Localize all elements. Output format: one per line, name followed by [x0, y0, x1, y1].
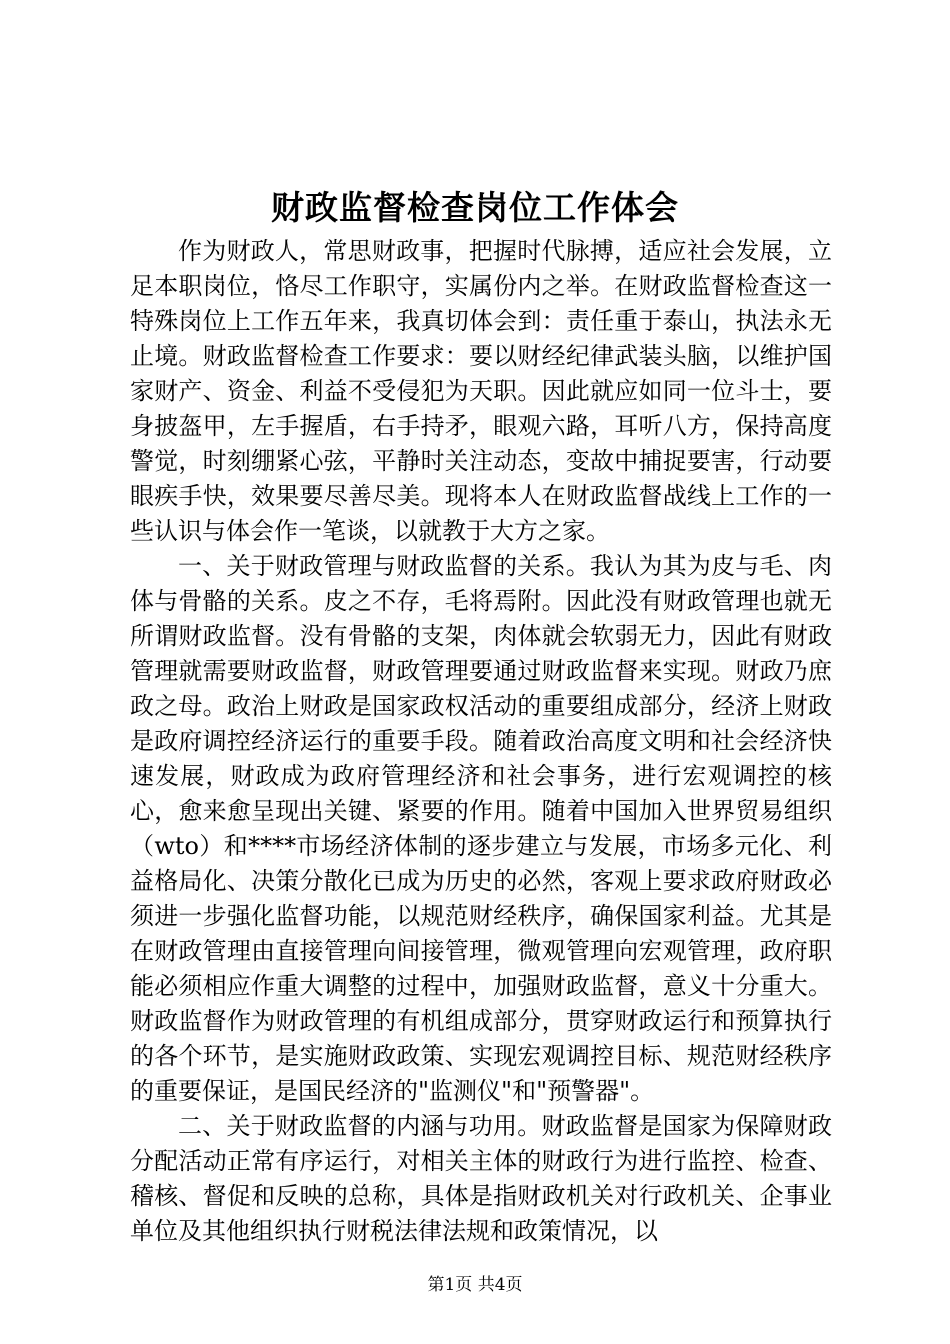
paragraph-intro: 作为财政人，常思财政事，把握时代脉搏，适应社会发展，立足本职岗位，恪尽工作职守，实属份内之举。在财政监督检查这一特殊岗位上工作五年来，我真切体会到：责任重于泰山，执法永无止境。财政监督检查工作要求：要以财经纪律武装头脑，以维护国家财产、资金、利益不受侵犯为天职。因此就应如同一位斗士，要身披盔甲，左手握盾，右手持矛，眼观六路，耳听八方，保持高度警觉，时刻绷紧心弦，平静时关注动态，变故中捕捉要害，行动要眼疾手快，效果要尽善尽美。现将本人在财政监督战线上工作的一些认识与体会作一笔谈，以就教于大方之家。	[130, 237, 832, 545]
paragraph-section-2: 二、关于财政监督的内涵与功用。财政监督是国家为保障财政分配活动正常有序运行，对相关主体的财政行为进行监控、检查、稽核、督促和反映的总称，具体是指财政机关对行政机关、企事业单位及其他组织执行财税法律法规和政策情况，以	[130, 1112, 832, 1245]
document-body	[130, 234, 832, 1249]
page-number-footer: 第1页 共4页	[427, 1275, 523, 1295]
paragraph-section-1: 一、关于财政管理与财政监督的关系。我认为其为皮与毛、肉体与骨骼的关系。皮之不存，毛将焉附。因此没有财政管理也就无所谓财政监督。没有骨骼的支架，肉体就会软弱无力，因此有财政管理就需要财政监督，财政管理要通过财政监督来实现。财政乃庶政之母。政治上财政是国家政权活动的重要组成部分，经济上财政是政府调控经济运行的重要手段。随着政治高度文明和社会经济快速发展，财政成为政府管理经济和社会事务，进行宏观调控的核心，愈来愈呈现出关键、紧要的作用。随着中国加入世界贸易组织（wto）和****市场经济体制的逐步建立与发展，市场多元化、利益格局化、决策分散化已成为历史的必然，客观上要求政府财政必须进一步强化监督功能，以规范财经秩序，确保国家利益。尤其是在财政管理由直接管理向间接管理，微观管理向宏观管理，政府职能必须相应作重大调整的过程中，加强财政监督，意义十分重大。财政监督作为财政管理的有机组成部分，贯穿财政运行和预算执行的各个环节，是实施财政政策、实现宏观调控目标、规范财经秩序的重要保证，是国民经济的"监测仪"和"预警器"。	[130, 552, 832, 1105]
document-title: 财政监督检查岗位工作体会	[271, 188, 679, 227]
